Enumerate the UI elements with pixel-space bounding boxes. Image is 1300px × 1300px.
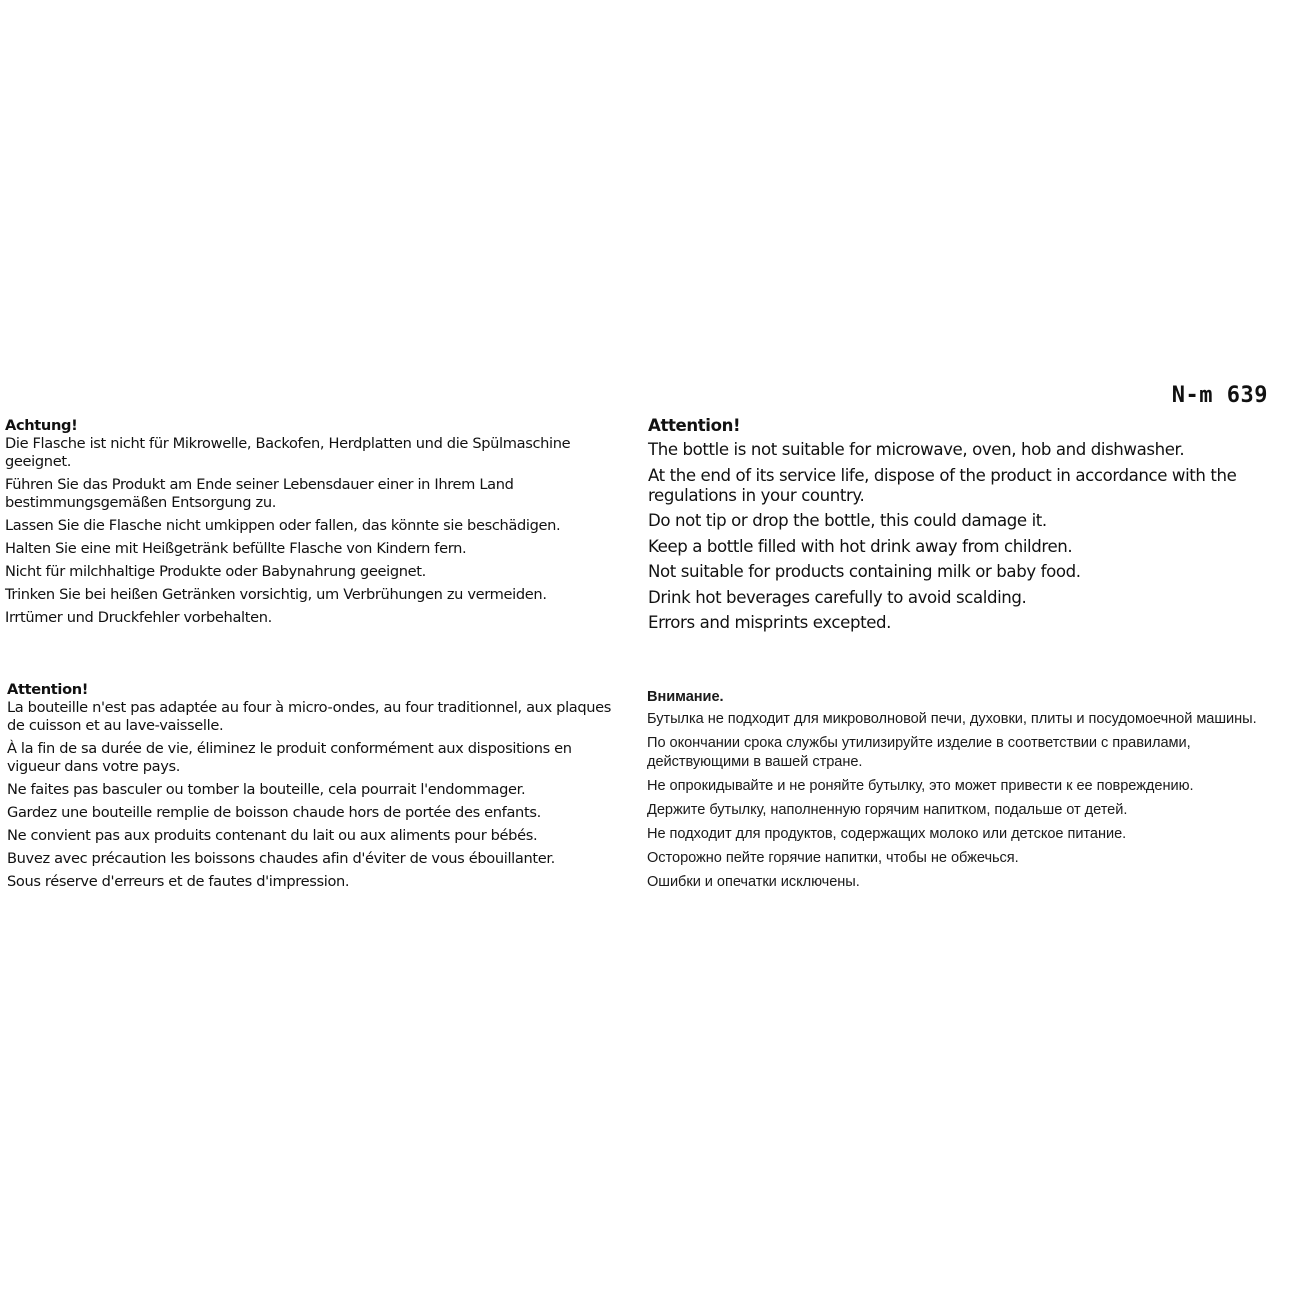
warning-heading: Внимание. <box>647 689 724 705</box>
warning-line: Irrtümer und Druckfehler vorbehalten. <box>5 609 272 626</box>
warning-line: Die Flasche ist nicht für Mikrowelle, Backofen, Herdplatten und die Spülmaschine geeignet. <box>5 435 571 470</box>
warning-line: Buvez avec précaution les boissons chaudes afin d'éviter de vous ébouillanter. <box>7 850 555 867</box>
warning-line: Осторожно пейте горячие напитки, чтобы не обжечься. <box>647 850 1019 866</box>
warning-line: Keep a bottle filled with hot drink away from children. <box>648 536 1073 556</box>
warning-heading: Attention! <box>648 416 741 435</box>
warning-line: Lassen Sie die Flasche nicht umkippen oder fallen, das könnte sie beschädigen. <box>5 517 561 534</box>
warning-line: Ne faites pas basculer ou tomber la bouteille, cela pourrait l'endommager. <box>7 781 526 798</box>
warning-line: Drink hot beverages carefully to avoid scalding. <box>648 587 1027 607</box>
warning-line: Errors and misprints excepted. <box>648 613 892 632</box>
warning-block-english <box>648 416 1283 633</box>
warning-line: Ошибки и опечатки исключены. <box>647 874 860 890</box>
warning-line: The bottle is not suitable for microwave, oven, hob and dishwasher. <box>648 440 1185 459</box>
warning-block-french <box>7 681 619 891</box>
warning-line: À la fin de sa durée de vie, éliminez le produit conformément aux dispositions en vigueur dans votre pays. <box>7 740 572 775</box>
warning-line: Not suitable for products containing milk or baby food. <box>648 562 1081 581</box>
warning-line: Не подходит для продуктов, содержащих молоко или детское питание. <box>647 826 1127 842</box>
warning-line: Ne convient pas aux produits contenant du lait ou aux aliments pour bébés. <box>7 827 538 844</box>
warning-block-german <box>5 417 620 627</box>
warning-line: Бутылка не подходит для микроволновой печи, духовки, плиты и посудомоечной машины. <box>647 711 1257 727</box>
warning-line: Führen Sie das Produkt am Ende seiner Lebensdauer einer in Ihrem Land bestimmungsgemäßen Entsorgung zu. <box>5 476 514 511</box>
warning-line: Nicht für milchhaltige Produkte oder Babynahrung geeignet. <box>5 563 426 580</box>
warning-line: Gardez une bouteille remplie de boisson chaude hors de portée des enfants. <box>7 804 541 821</box>
warning-block-russian <box>647 688 1267 892</box>
warning-heading: Achtung! <box>5 417 78 434</box>
warning-line: Не опрокидывайте и не роняйте бутылку, это может привести к ее повреждению. <box>647 778 1194 794</box>
warning-line: At the end of its service life, dispose of the product in accordance with the regulations in your country. <box>648 465 1237 505</box>
warning-line: La bouteille n'est pas adaptée au four à micro-ondes, au four traditionnel, aux plaques de cuisson et au lave-vaisselle. <box>7 699 612 734</box>
warning-line: Halten Sie eine mit Heißgetränk befüllte Flasche von Kindern fern. <box>5 540 467 557</box>
warning-line: Do not tip or drop the bottle, this could damage it. <box>648 511 1047 530</box>
product-code: N-m 639 <box>1171 383 1268 408</box>
warning-line: Держите бутылку, наполненную горячим напитком, подальше от детей. <box>647 802 1128 818</box>
warning-line: Trinken Sie bei heißen Getränken vorsichtig, um Verbrühungen zu vermeiden. <box>5 586 547 603</box>
warning-line: Sous réserve d'erreurs et de fautes d'impression. <box>7 873 350 890</box>
warning-heading: Attention! <box>7 681 89 698</box>
warning-line: По окончании срока службы утилизируйте изделие в соответствии с правилами, действующими в вашей стране. <box>647 735 1191 770</box>
